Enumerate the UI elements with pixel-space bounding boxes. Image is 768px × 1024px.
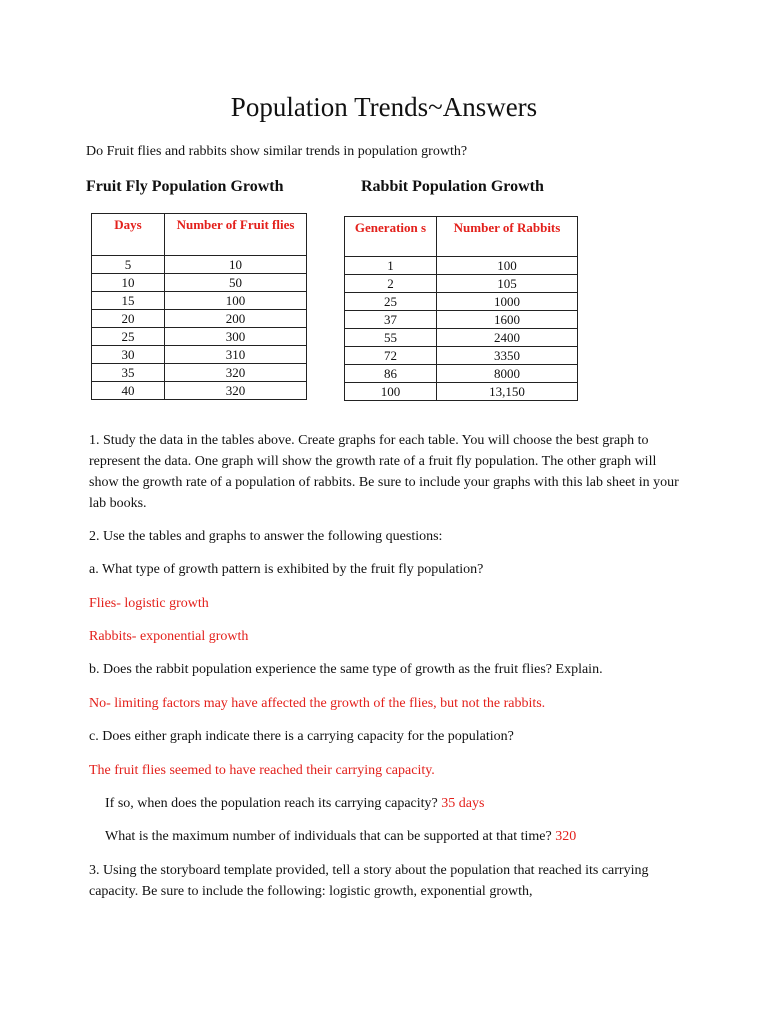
table-cell: 55 [345, 329, 437, 347]
fly-table-title: Fruit Fly Population Growth [86, 178, 284, 195]
table-cell: 5 [92, 256, 165, 274]
table-header: Number of Rabbits [437, 217, 578, 257]
table-row [92, 292, 307, 310]
question-2a: a. What type of growth pattern is exhibited by the fruit fly population? [89, 562, 484, 577]
table-cell: 3350 [437, 347, 578, 365]
table-cell: 15 [92, 292, 165, 310]
fly-table [91, 213, 307, 400]
table-row [345, 311, 578, 329]
answer-c: The fruit flies seemed to have reached their carrying capacity. [89, 763, 435, 778]
table-row [92, 274, 307, 292]
table-row [345, 347, 578, 365]
table-row [92, 364, 307, 382]
table-header: Generation s [345, 217, 437, 257]
question-2c-max [105, 826, 705, 847]
table-cell: 100 [345, 383, 437, 401]
table-cell: 10 [165, 256, 307, 274]
table-cell: 20 [92, 310, 165, 328]
table-header: Days [92, 214, 165, 256]
answer-a-flies: Flies- logistic growth [89, 596, 209, 611]
page-title: Population Trends~Answers [230, 92, 538, 122]
table-row [345, 383, 578, 401]
table-cell: 25 [345, 293, 437, 311]
question-2c-when [105, 793, 705, 814]
table-row [345, 275, 578, 293]
table-cell: 72 [345, 347, 437, 365]
table-cell: 2 [345, 275, 437, 293]
table-row [92, 346, 307, 364]
table-row [345, 293, 578, 311]
table-cell: 105 [437, 275, 578, 293]
table-header: Number of Fruit flies [165, 214, 307, 256]
table-cell: 40 [92, 382, 165, 400]
table-cell: 25 [92, 328, 165, 346]
table-cell: 320 [165, 364, 307, 382]
table-cell: 100 [437, 257, 578, 275]
table-cell: 35 [92, 364, 165, 382]
table-cell: 200 [165, 310, 307, 328]
question-text: What is the maximum number of individuals that can be supported at that time? [105, 829, 552, 844]
answer-b: No- limiting factors may have affected the growth of the flies, but not the rabbits. [89, 696, 546, 711]
question-1: 1. Study the data in the tables above. Create graphs for each table. You will choose the best graph to represent the data. One graph will show the growth rate of a fruit fly population. The other graph will show the growth rate of a population of rabbits. Be sure to include your graphs with this lab sheet in your lab books. [89, 433, 679, 511]
table-row [345, 329, 578, 347]
table-cell: 300 [165, 328, 307, 346]
table-cell: 13,150 [437, 383, 578, 401]
table-cell: 50 [165, 274, 307, 292]
table-cell: 37 [345, 311, 437, 329]
table-cell: 2400 [437, 329, 578, 347]
answer-when: 35 days [441, 796, 485, 811]
table-cell: 1000 [437, 293, 578, 311]
table-row [92, 382, 307, 400]
table-row [345, 365, 578, 383]
table-cell: 310 [165, 346, 307, 364]
answer-a-rabbits: Rabbits- exponential growth [89, 629, 249, 644]
table-cell: 100 [165, 292, 307, 310]
question-2: 2. Use the tables and graphs to answer the following questions: [89, 529, 443, 544]
rabbit-table [344, 216, 578, 401]
question-3: 3. Using the storyboard template provided, tell a story about the population that reached its carrying capacity. Be sure to include the following: logistic growth, exponential growth, [89, 863, 649, 899]
table-cell: 1 [345, 257, 437, 275]
question-2c: c. Does either graph indicate there is a carrying capacity for the population? [89, 729, 514, 744]
table-cell: 8000 [437, 365, 578, 383]
table-cell: 320 [165, 382, 307, 400]
table-cell: 30 [92, 346, 165, 364]
table-cell: 86 [345, 365, 437, 383]
table-row [92, 256, 307, 274]
table-cell: 1600 [437, 311, 578, 329]
answer-max: 320 [555, 829, 577, 844]
table-cell: 10 [92, 274, 165, 292]
table-row [92, 310, 307, 328]
intro-question: Do Fruit flies and rabbits show similar trends in population growth? [86, 144, 468, 159]
question-2b: b. Does the rabbit population experience the same type of growth as the fruit flies? Explain. [89, 662, 603, 677]
rabbit-table-title: Rabbit Population Growth [361, 178, 544, 195]
question-text: If so, when does the population reach its carrying capacity? [105, 796, 438, 811]
table-row [92, 328, 307, 346]
table-row [345, 257, 578, 275]
